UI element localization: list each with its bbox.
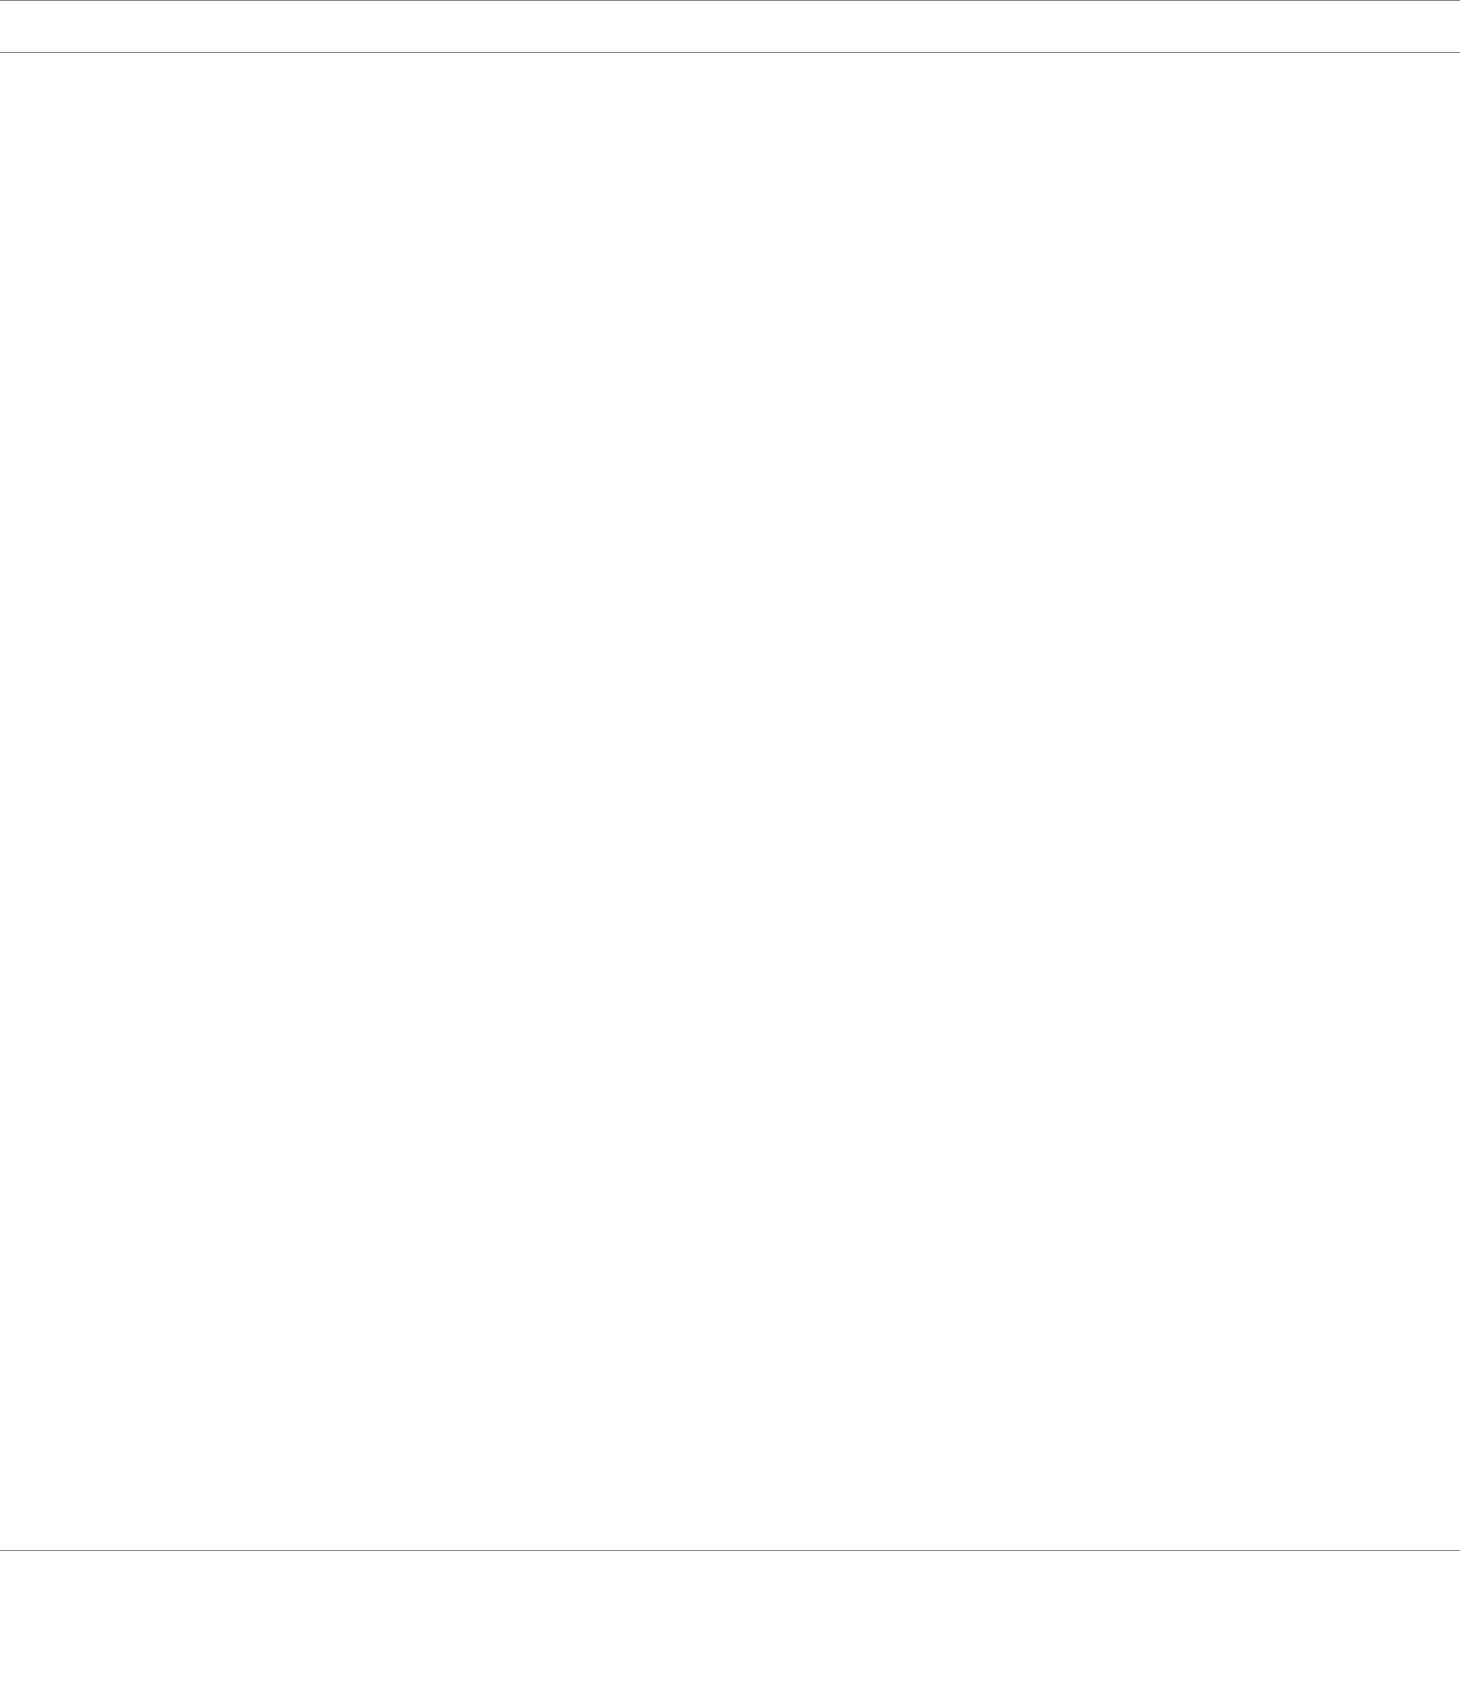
table-footnote [0,1550,1460,1555]
header-mediator [0,1,147,53]
header-model [147,1,400,53]
header-refs [1407,1,1460,53]
hspc-table [0,0,1460,53]
table-header-row [0,1,1460,53]
header-mouse [1242,1,1324,53]
header-effect [400,1,1242,53]
header-human [1324,1,1407,53]
